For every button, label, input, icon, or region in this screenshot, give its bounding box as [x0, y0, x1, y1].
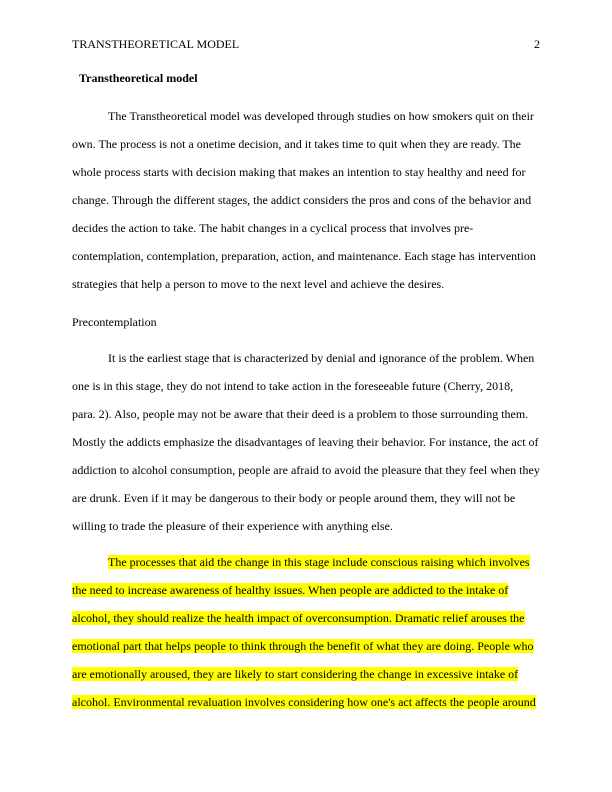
para3-line-highlighted	[72, 638, 534, 654]
section-heading: Transtheoretical model	[79, 71, 198, 85]
para1-line: decides the action to take. The habit changes in a cyclical process that involves pre-	[72, 221, 474, 235]
para1-line: The Transtheoretical model was developed through studies on how smokers quit on their	[108, 109, 534, 123]
highlight-span: the need to increase awareness of healthy issues. When people are addicted to the intake of	[72, 583, 509, 597]
para2-line: Mostly the addicts emphasize the disadvantages of leaving their behavior. For instance, the act of	[72, 435, 539, 449]
highlight-span: emotional part that helps people to think through the benefit of what they are doing. People who	[72, 639, 534, 653]
running-header	[72, 36, 540, 52]
highlight-span: alcohol. Environmental revaluation involves considering how one's act affects the people around	[72, 695, 536, 709]
para3-line-highlighted	[72, 582, 508, 598]
para3-line-highlighted	[72, 610, 525, 626]
running-title: TRANSTHEORETICAL MODEL	[72, 37, 240, 51]
highlight-span: are emotionally aroused, they are likely to start considering the change in excessive intake of	[72, 667, 519, 681]
para2-line: addiction to alcohol consumption, people are afraid to avoid the pleasure that they feel when they	[72, 463, 540, 477]
para1-line: strategies that help a person to move to the next level and achieve the desires.	[72, 277, 445, 291]
highlight-span: The processes that aid the change in this stage include conscious raising which involves	[108, 555, 530, 569]
para2-line: para. 2). Also, people may not be aware that their deed is a problem to those surrounding them.	[72, 407, 529, 421]
para3-line-highlighted	[72, 666, 518, 682]
subheading-precontemplation: Precontemplation	[72, 315, 157, 329]
para2-line: are drunk. Even if it may be dangerous to their body or people around them, they will not be	[72, 491, 516, 505]
para2-line: willing to trade the pleasure of their experience with anything else.	[72, 519, 393, 533]
highlight-span: alcohol, they should realize the health impact of overconsumption. Dramatic relief arouses the	[72, 611, 525, 625]
para3-line-highlighted	[72, 694, 536, 710]
para2-line: one is in this stage, they do not intend to take action in the foreseeable future (Cherry, 2018,	[72, 379, 514, 393]
para3-line-highlighted	[108, 554, 530, 570]
para1-line: contemplation, contemplation, preparation, action, and maintenance. Each stage has intervention	[72, 249, 536, 263]
para1-line: change. Through the different stages, the addict considers the pros and cons of the behavior and	[72, 193, 532, 207]
para2-line: It is the earliest stage that is characterized by denial and ignorance of the problem. When	[108, 351, 535, 365]
para1-line: own. The process is not a onetime decision, and it takes time to quit when they are ready. The	[72, 137, 521, 151]
para1-line: whole process starts with decision making that makes an intention to stay healthy and need for	[72, 165, 526, 179]
page-number: 2	[534, 37, 540, 51]
